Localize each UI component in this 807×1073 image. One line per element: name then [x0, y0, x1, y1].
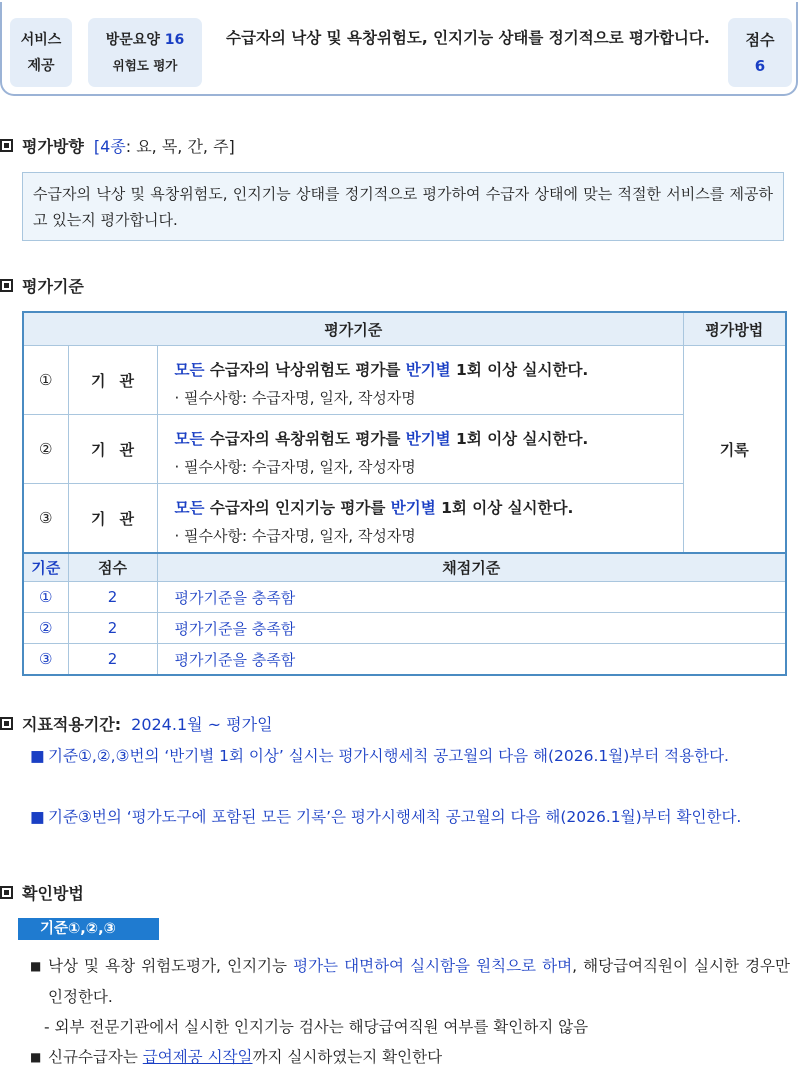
criterion-note: · 필수사항: 수급자명, 일자, 작성자명 [157, 449, 683, 484]
direction-text: 수급자의 낙상 및 욕창위험도, 인지기능 상태를 정기적으로 평가하여 수급자 상태에 맞는 적절한 서비스를 제공하고 있는지 평가합니다. [22, 172, 784, 241]
criteria-col-header: 평가기준 [23, 312, 683, 346]
criterion-text: 모든 수급자의 인지기능 평가를 반기별 1회 이상 실시한다. [157, 484, 683, 519]
period-bullet: ■ 기준①,②,③번의 ‘반기별 1회 이상’ 실시는 평가시행세칙 공고월의 다음 해(2026.1월)부터 적용한다. [30, 741, 790, 772]
section-square-icon [0, 717, 13, 730]
check-bullet: ■ 신규수급자는 급여제공 시작일까지 실시하였는지 확인한다 [30, 1042, 790, 1073]
bullet-square-icon: ■ [30, 747, 45, 765]
direction-types: [4종: 요, 목, 간, 주] [93, 137, 235, 156]
period-bullet: ■ 기준③번의 ‘평가도구에 포함된 모든 기록’은 평가시행세칙 공고월의 다음 해(2026.1월)부터 확인한다. [30, 802, 790, 833]
bullet-square-icon: ■ [30, 808, 45, 826]
check-bullet: ■ 낙상 및 욕창 위험도평가, 인지기능 평가는 대면하여 실시함을 원칙으로 하며, 해당급여직원이 실시한 경우만 인정한다. [30, 951, 790, 1013]
criterion-org: 기관 [68, 346, 157, 415]
direction-heading: 평가방향 [4종: 요, 목, 간, 주] [0, 134, 235, 157]
criterion-number: ① [23, 346, 68, 415]
tag-underline [18, 939, 159, 940]
indicator-number: 16 [164, 31, 185, 48]
indicator-title: 수급자의 낙상 및 욕창위험도, 인지기능 상태를 정기적으로 평가합니다. [226, 29, 710, 47]
score-value: 6 [754, 56, 766, 75]
criterion-number: ③ [23, 484, 68, 554]
method-col-header: 평가방법 [683, 312, 786, 346]
criterion-text: 모든 수급자의 욕창위험도 평가를 반기별 1회 이상 실시한다. [157, 415, 683, 450]
period-value: 2024.1월 ~ 평가일 [131, 715, 273, 734]
indicator-header [0, 2, 798, 96]
score-col-scoring: 채점기준 [157, 553, 786, 582]
criteria-heading: 평가기준 [0, 274, 84, 297]
criterion-note: · 필수사항: 수급자명, 일자, 작성자명 [157, 518, 683, 553]
check-subnote: - 외부 전문기관에서 실시한 인지기능 검사는 해당급여직원 여부를 확인하지 않음 [44, 1018, 589, 1036]
criteria-tag: 기준①,②,③ [18, 918, 159, 940]
method-value: 기록 [683, 346, 786, 554]
section-square-icon [0, 279, 13, 292]
category-badge: 방문요양 16 위험도 평가 [88, 18, 202, 87]
score-row: ① 2 평가기준을 충족함 [23, 582, 786, 613]
bullet-square-icon: ■ [30, 959, 42, 973]
criterion-org: 기관 [68, 415, 157, 484]
score-row: ② 2 평가기준을 충족함 [23, 613, 786, 644]
section-square-icon [0, 886, 13, 899]
criterion-org: 기관 [68, 484, 157, 554]
score-col-criterion: 기준 [23, 553, 68, 582]
score-row: ③ 2 평가기준을 충족함 [23, 644, 786, 676]
criterion-number: ② [23, 415, 68, 484]
period-heading: 지표적용기간: 2024.1월 ~ 평가일 [0, 712, 273, 735]
score-badge: 점수 6 [728, 18, 792, 87]
service-badge: 서비스 제공 [10, 18, 72, 87]
bullet-square-icon: ■ [30, 1050, 42, 1064]
check-heading: 확인방법 [0, 881, 84, 904]
criterion-note: · 필수사항: 수급자명, 일자, 작성자명 [157, 380, 683, 415]
section-square-icon [0, 139, 13, 152]
score-col-score: 점수 [68, 553, 157, 582]
criterion-text: 모든 수급자의 낙상위험도 평가를 반기별 1회 이상 실시한다. [157, 346, 683, 381]
criteria-table [22, 311, 787, 676]
